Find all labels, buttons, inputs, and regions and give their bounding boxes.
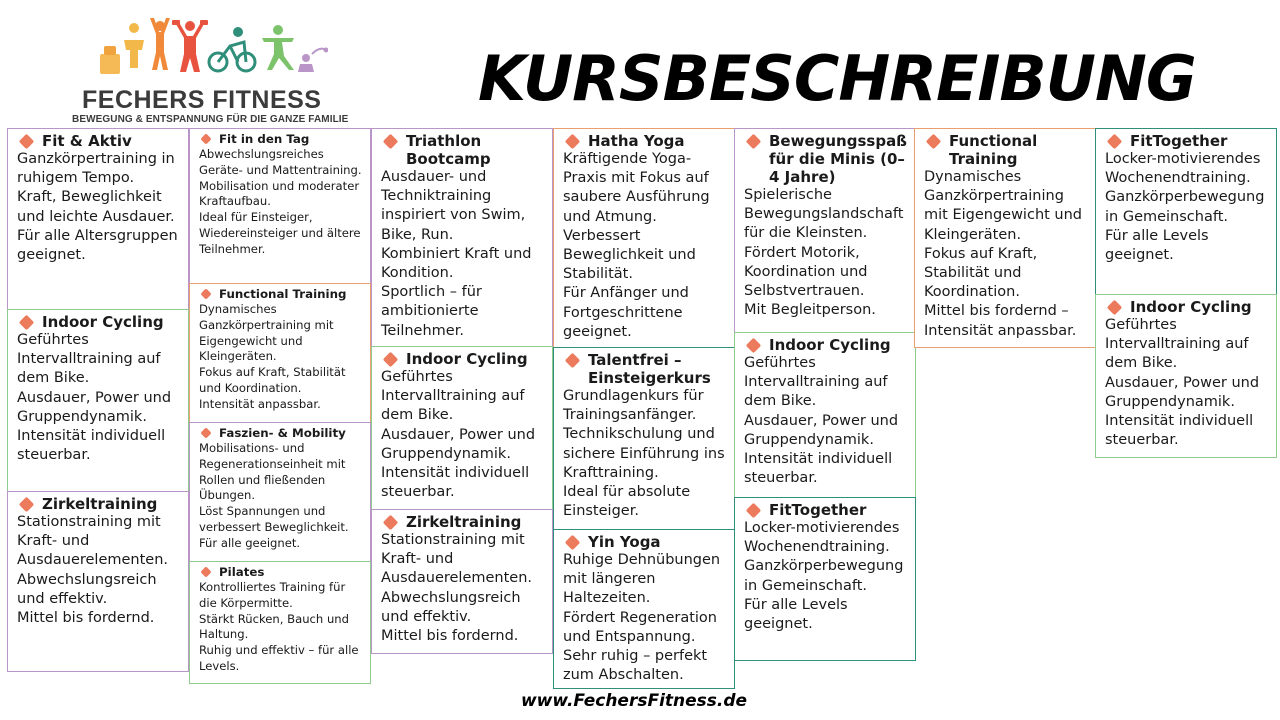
- course-description: Dynamisches Ganzkörpertraining mit Eigengewicht und Kleingeräten. Fokus auf Kraft, Stabilität und Koordination. Mittel bis fordernd – Intensität anpassbar.: [924, 169, 1083, 339]
- course-title: Fit & Aktiv: [42, 132, 132, 150]
- course-description: Stationstraining mit Kraft- und Ausdauerelementen. Abwechslungsreich und effektiv. Mittel bis fordernd.: [381, 532, 533, 645]
- course-card-fittogether: [1095, 128, 1277, 295]
- course-description: Grundlagenkurs für Trainingsanfänger. Technikschulung und sichere Einführung ins Krafttraining. Ideal für absolute Einsteiger.: [563, 388, 725, 520]
- course-card-indoor-cycling: [1095, 294, 1277, 458]
- course-card-indoor-cycling: [734, 332, 916, 498]
- diamond-icon: [746, 338, 762, 354]
- logo: [70, 14, 360, 125]
- course-card-indoor-cycling: [7, 309, 189, 492]
- diamond-icon: [200, 133, 211, 144]
- page-title: KURSBESCHREIBUNG: [478, 42, 1196, 115]
- diamond-icon: [200, 427, 211, 438]
- course-description: Geführtes Intervalltraining auf dem Bike. Ausdauer, Power und Gruppendynamik. Intensität individuell steuerbar.: [744, 355, 899, 487]
- diamond-icon: [565, 535, 581, 551]
- diamond-icon: [19, 134, 35, 150]
- diamond-icon: [383, 352, 399, 368]
- course-description: Geführtes Intervalltraining auf dem Bike. Ausdauer, Power und Gruppendynamik. Intensität individuell steuerbar.: [1105, 317, 1260, 449]
- course-card-fit-in-den-tag: [189, 128, 371, 284]
- diamond-icon: [19, 497, 35, 513]
- diamond-icon: [1107, 134, 1123, 150]
- course-card-functional-training: [189, 283, 371, 423]
- course-description: Ruhige Dehnübungen mit längeren Haltezeiten. Fördert Regeneration und Entspannung. Sehr ruhig – perfekt zum Abschalten.: [563, 552, 721, 684]
- course-description: Kräftigende Yoga-Praxis mit Fokus auf saubere Ausführung und Atmung. Verbessert Beweglichkeit und Stabilität. Für Anfänger und Fortgeschrittene geeignet.: [563, 151, 710, 340]
- course-description: Ganzkörpertraining in ruhigem Tempo. Kraft, Beweglichkeit und leichte Ausdauer. Für alle Altersgruppen geeignet.: [17, 151, 178, 264]
- diamond-icon: [200, 566, 211, 577]
- course-title: Indoor Cycling: [406, 350, 528, 368]
- course-title: Talentfrei – Einsteigerkurs: [588, 351, 711, 387]
- course-card-talentfrei-einsteigerkurs: [553, 347, 735, 530]
- course-title: Zirkeltraining: [42, 495, 158, 513]
- course-card-triathlon-bootcamp: [371, 128, 553, 347]
- course-description: Mobilisations- und Regenerationseinheit mit Rollen und fließenden Übungen. Löst Spannungen und verbessert Beweglichkeit. Für alle geeignet.: [199, 441, 349, 550]
- diamond-icon: [565, 353, 581, 369]
- course-title: FitTogether: [769, 501, 867, 519]
- course-description: Geführtes Intervalltraining auf dem Bike. Ausdauer, Power und Gruppendynamik. Intensität individuell steuerbar.: [17, 332, 172, 464]
- diamond-icon: [383, 134, 399, 150]
- diamond-icon: [926, 134, 942, 150]
- course-card-zirkeltraining: [7, 491, 189, 672]
- course-title: Indoor Cycling: [42, 313, 164, 331]
- course-description: Stationstraining mit Kraft- und Ausdauerelementen. Abwechslungsreich und effektiv. Mittel bis fordernd.: [17, 514, 169, 627]
- website-link[interactable]: www.FechersFitness.de: [520, 691, 748, 711]
- course-card-yin-yoga: [553, 529, 735, 689]
- course-title: Bewegungsspaß für die Minis (0–4 Jahre): [769, 132, 907, 186]
- course-description: Kontrolliertes Training für die Körpermitte. Stärkt Rücken, Bauch und Haltung. Ruhig und effektiv – für alle Levels.: [199, 580, 359, 673]
- course-description: Abwechslungsreiches Geräte- und Mattentraining. Mobilisation und moderater Kraftaufbau. Ideal für Einsteiger, Wiedereinsteiger und ältere Teilnehmer.: [199, 147, 362, 256]
- course-title: Fit in den Tag: [219, 132, 310, 146]
- course-description: Geführtes Intervalltraining auf dem Bike. Ausdauer, Power und Gruppendynamik. Intensität individuell steuerbar.: [381, 369, 536, 501]
- diamond-icon: [565, 134, 581, 150]
- course-card-functional-training: [914, 128, 1096, 348]
- course-description: Ausdauer- und Techniktraining inspiriert von Swim, Bike, Run. Kombiniert Kraft und Kondition. Sportlich – für ambitionierte Teilnehmer.: [381, 169, 532, 339]
- course-title: Zirkeltraining: [406, 513, 522, 531]
- course-description: Locker-motivierendes Wochenendtraining. Ganzkörperbewegung in Gemeinschaft. Für alle Levels geeignet.: [744, 520, 904, 633]
- course-card-fit-und-aktiv: [7, 128, 189, 310]
- course-card-faszien-mobility: [189, 422, 371, 562]
- diamond-icon: [200, 288, 211, 299]
- diamond-icon: [1107, 300, 1123, 316]
- course-card-indoor-cycling: [371, 346, 553, 510]
- diamond-icon: [746, 503, 762, 519]
- course-card-pilates: [189, 561, 371, 684]
- course-title: Functional Training: [949, 132, 1038, 168]
- course-description: Spielerische Bewegungslandschaft für die Kleinsten. Fördert Motorik, Koordination und Selbstvertrauen. Mit Begleitperson.: [744, 187, 904, 319]
- course-description: Locker-motivierendes Wochenendtraining. Ganzkörperbewegung in Gemeinschaft. Für alle Levels geeignet.: [1105, 151, 1265, 264]
- course-card-hatha-yoga: [553, 128, 735, 348]
- course-card-zirkeltraining: [371, 509, 553, 654]
- diamond-icon: [383, 515, 399, 531]
- course-title: Indoor Cycling: [769, 336, 891, 354]
- course-title: Functional Training: [219, 287, 347, 301]
- course-title: Faszien- & Mobility: [219, 426, 346, 440]
- course-title: Yin Yoga: [588, 533, 661, 551]
- family-figures-icon: [98, 16, 328, 82]
- course-title: Pilates: [219, 565, 265, 579]
- course-description: Dynamisches Ganzkörpertraining mit Eigengewicht und Kleingeräten. Fokus auf Kraft, Stabilität und Koordination. Intensität anpassbar.: [199, 302, 346, 411]
- course-title: Triathlon Bootcamp: [406, 132, 491, 168]
- course-card-fittogether: [734, 497, 916, 661]
- course-title: FitTogether: [1130, 132, 1228, 150]
- course-title: Hatha Yoga: [588, 132, 685, 150]
- diamond-icon: [19, 315, 35, 331]
- logo-tagline: BEWEGUNG & ENTSPANNUNG FÜR DIE GANZE FAMILIE: [72, 114, 349, 125]
- logo-name: FECHERS FITNESS: [82, 86, 322, 114]
- course-title: Indoor Cycling: [1130, 298, 1252, 316]
- diamond-icon: [746, 134, 762, 150]
- course-card-bewegungsspass-minis: [734, 128, 916, 333]
